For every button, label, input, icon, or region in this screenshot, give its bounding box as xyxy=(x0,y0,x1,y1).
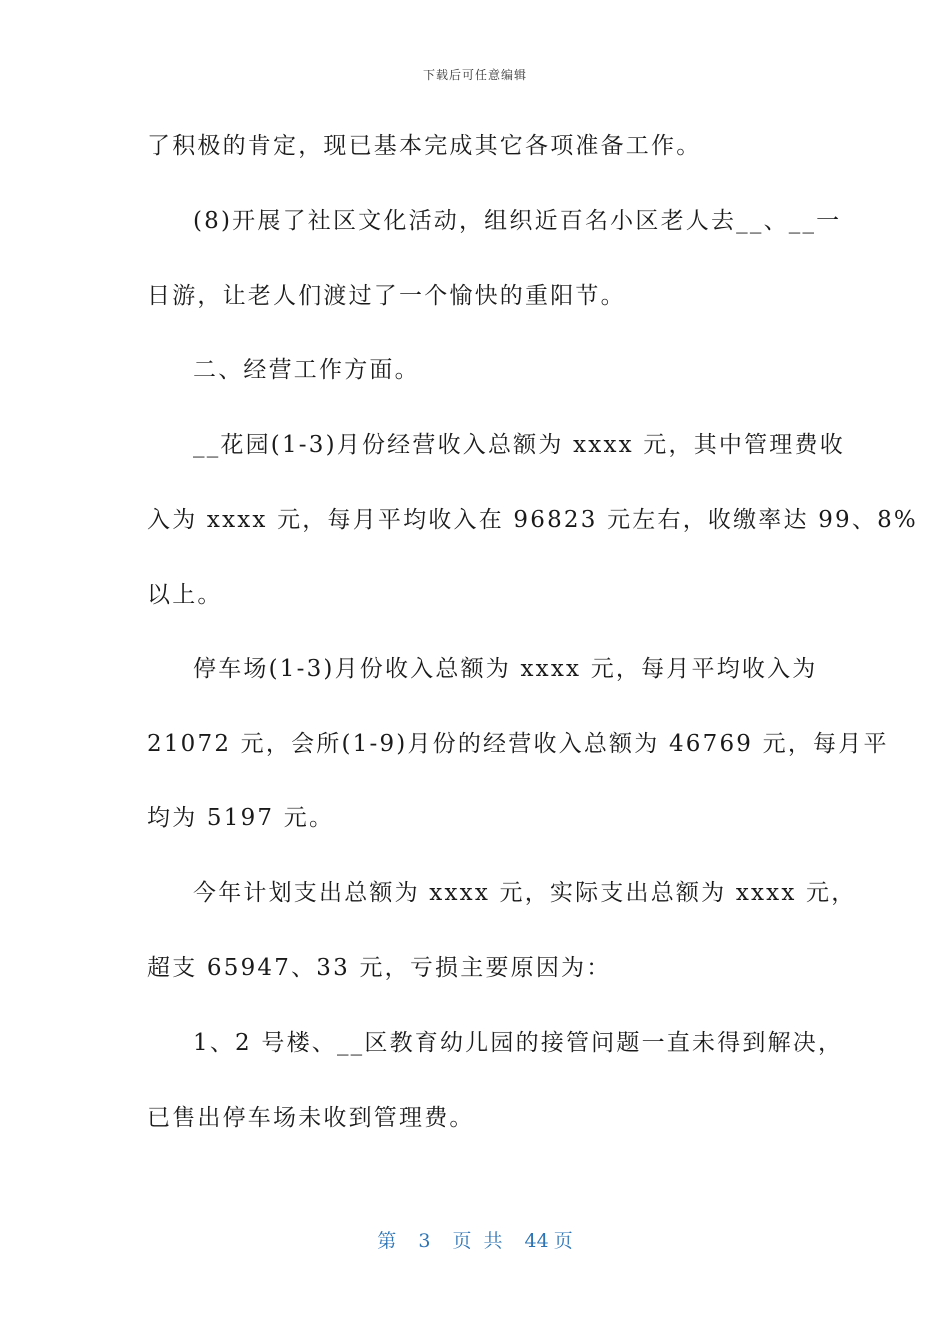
footer-middle: 页 共 xyxy=(452,1230,503,1252)
paragraph-line: 日游，让老人们渡过了一个愉快的重阳节。 xyxy=(147,283,626,309)
paragraph-line: 21072 元，会所(1-9)月份的经营收入总额为 46769 元，每月平 xyxy=(147,731,889,757)
paragraph-line: 超支 65947、33 元，亏损主要原因为： xyxy=(147,955,612,981)
paragraph-line: 1、2 号楼、__区教育幼儿园的接管问题一直未得到解决， xyxy=(193,1030,844,1056)
paragraph-line: 停车场(1-3)月份收入总额为 xxxx 元，每月平均收入为 xyxy=(193,656,818,682)
page-footer xyxy=(0,1226,950,1253)
paragraph-line: (8)开展了社区文化活动，组织近百名小区老人去__、__一 xyxy=(193,208,842,234)
footer-prefix: 第 xyxy=(377,1230,397,1252)
footer-total-pages: 44 xyxy=(524,1230,549,1252)
paragraph-line: 今年计划支出总额为 xxxx 元，实际支出总额为 xxxx 元， xyxy=(193,880,857,906)
paragraph-line: 均为 5197 元。 xyxy=(147,805,335,831)
paragraph-line: 了积极的肯定，现已基本完成其它各项准备工作。 xyxy=(147,133,702,159)
paragraph-line: 以上。 xyxy=(147,582,223,608)
footer-suffix: 页 xyxy=(553,1230,573,1252)
paragraph-line: 入为 xxxx 元，每月平均收入在 96823 元左右，收缴率达 99、8% xyxy=(147,507,918,533)
paragraph-line: 已售出停车场未收到管理费。 xyxy=(147,1105,475,1131)
page-header: 下载后可任意编辑 xyxy=(422,68,527,82)
footer-page-number: 3 xyxy=(418,1230,431,1252)
paragraph-line: __花园(1-3)月份经营收入总额为 xxxx 元，其中管理费收 xyxy=(193,432,845,458)
section-heading: 二、经营工作方面。 xyxy=(193,357,420,383)
